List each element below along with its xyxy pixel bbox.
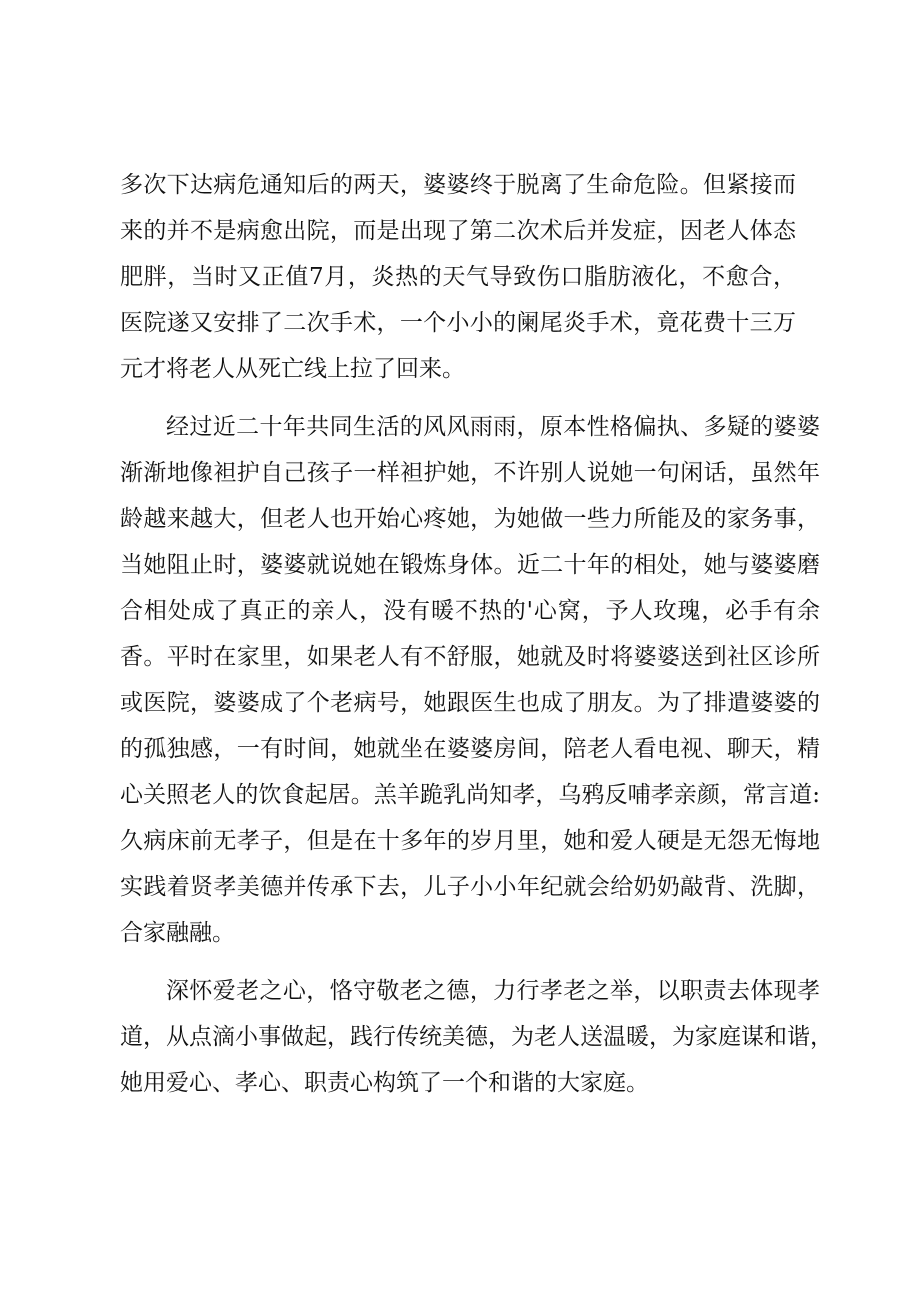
text-line: 道，从点滴小事做起，践行传统美德，为老人送温暖，为家庭谋和谐， bbox=[120, 1024, 833, 1050]
text-line: 肥胖，当时又正值7月，炎热的天气导致伤口脂肪液化，不愈合， bbox=[120, 264, 796, 290]
text-line: 她用爱心、孝心、职责心构筑了一个和谐的大家庭。 bbox=[120, 1070, 649, 1096]
text-line: 来的并不是病愈出院，而是出现了第二次术后并发症，因老人体态 bbox=[120, 218, 796, 244]
text-line: 当她阻止时，婆婆就说她在锻炼身体。近二十年的相处，她与婆婆磨 bbox=[120, 552, 820, 578]
text-line: 龄越来越大，但老人也开始心疼她，为她做一些力所能及的家务事， bbox=[120, 506, 820, 532]
text-line: 元才将老人从死亡线上拉了回来。 bbox=[120, 356, 465, 382]
text-line: 实践着贤孝美德并传承下去，儿子小小年纪就会给奶奶敲背、洗脚， bbox=[120, 874, 820, 900]
text-line: 合相处成了真正的亲人，没有暖不热的'心窝，予人玫瑰，必手有余 bbox=[120, 598, 820, 624]
text-line: 的孤独感，一有时间，她就坐在婆婆房间，陪老人看电视、聊天，精 bbox=[120, 736, 820, 762]
text-line: 医院遂又安排了二次手术，一个小小的阑尾炎手术，竟花费十三万 bbox=[120, 310, 796, 336]
text-line: 合家融融。 bbox=[120, 920, 235, 946]
text-line: 经过近二十年共同生活的风风雨雨，原本性格偏执、多疑的婆婆 bbox=[166, 414, 820, 440]
text-line: 或医院，婆婆成了个老病号，她跟医生也成了朋友。为了排遣婆婆的 bbox=[120, 690, 820, 716]
text-line: 多次下达病危通知后的两天，婆婆终于脱离了生命危险。但紧接而 bbox=[120, 172, 796, 198]
text-line: 久病床前无孝子，但是在十多年的岁月里，她和爱人硬是无怨无悔地 bbox=[120, 828, 820, 854]
text-line: 心关照老人的饮食起居。羔羊跪乳尚知孝，乌鸦反哺孝亲颜，常言道: bbox=[120, 782, 820, 808]
text-line: 香。平时在家里，如果老人有不舒服，她就及时将婆婆送到社区诊所 bbox=[120, 644, 820, 670]
text-line: 渐渐地像袒护自己孩子一样袒护她，不许别人说她一句闲话，虽然年 bbox=[120, 460, 820, 486]
text-line: 深怀爱老之心，恪守敬老之德，力行孝老之举，以职责去体现孝 bbox=[166, 978, 820, 1004]
